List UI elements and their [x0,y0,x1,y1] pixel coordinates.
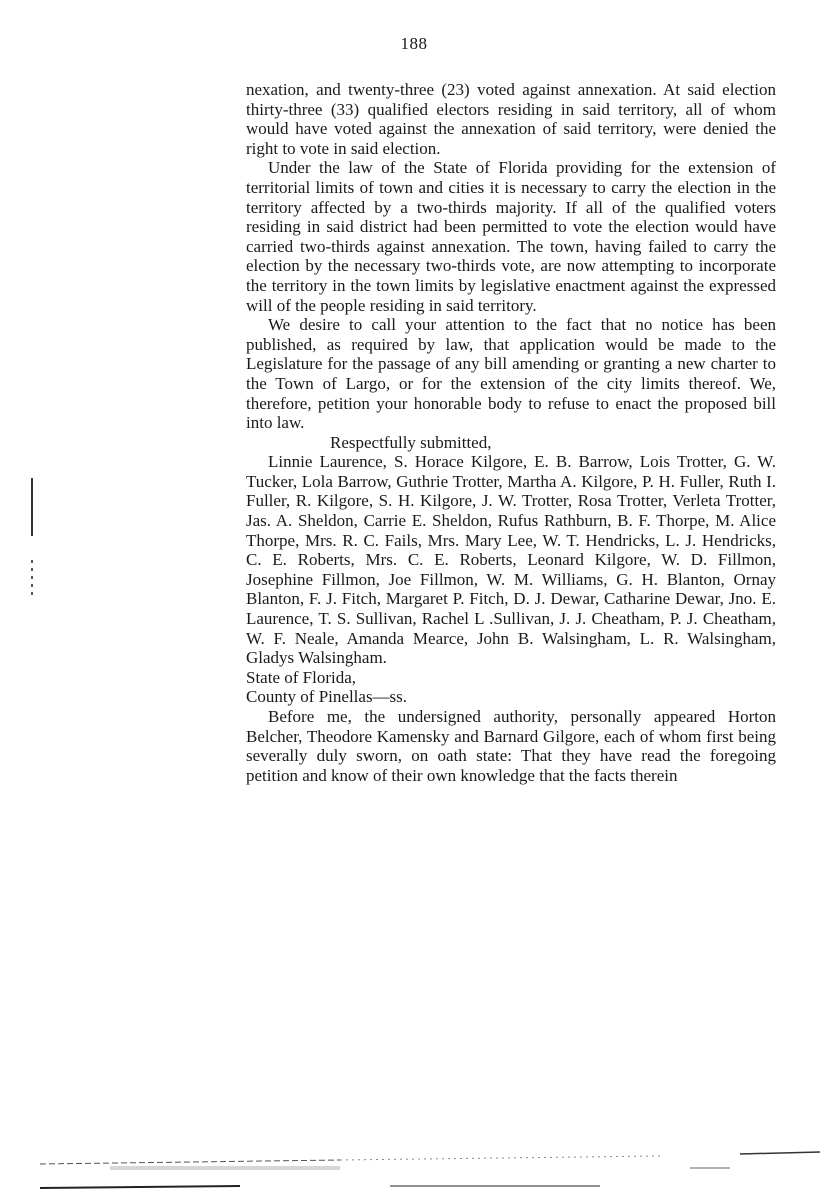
left-margin-dots [31,560,33,600]
affidavit-paragraph: Before me, the undersigned authority, personally appeared Horton Belcher, Theodore Kamensky and Barnard Gilgore, each of whom first being severally duly sworn, on oath state: That they have read the foregoing petition and know of their own knowledge that the facts therein [246,707,776,785]
paragraph-law: Under the law of the State of Florida providing for the extension of territorial limits of town and cities it is necessary to carry the election in the territory affected by a two-thirds majority. If all of the qualified voters residing in said district had been permitted to vote the election would have carried two-thirds against annexation. The town, having failed to carry the election by the necessary two-thirds vote, are now attempting to incorporate the territory in the town limits by legislative enactment against the expressed will of the people residing in said territory. [246,158,776,315]
paragraph-petition: We desire to call your attention to the fact that no notice has been published, as required by law, that application would be made to the Legislature for the passage of any bill amending or granting a new charter to the Town of Largo, or for the extension of the city limits thereof. We, therefore, petition your honorable body to refuse to enact the proposed bill into law. [246,315,776,433]
page-number: 188 [400,34,428,53]
paragraph-continued: nexation, and twenty-three (23) voted against annexation. At said election thirty-three (33) qualified electors residing in said territory, all of whom would have voted against the annexation of said territory, were denied the right to vote in said election. [246,80,776,158]
left-margin-mark [31,478,33,536]
scan-edge-noise [40,1150,820,1190]
venue-state: State of Florida, [246,667,357,687]
document-body [246,80,776,785]
signatory-list: Linnie Laurence, S. Horace Kilgore, E. B. Barrow, Lois Trotter, G. W. Tucker, Lola Barrow, Guthrie Trotter, Martha A. Kilgore, P. H. Fuller, Ruth I. Fuller, R. Kilgore, S. H. Kilgore, J. W. Trotter, Rosa Trotter, Verleta Trotter, Jas. A. Sheldon, Carrie E. Sheldon, Rufus Rathburn, B. F. Thorpe, M. Alice Thorpe, Mrs. R. C. Fails, Mrs. Mary Lee, W. T. Hendricks, L. J. Hendricks, C. E. Roberts, Mrs. C. E. Roberts, Leonard Kilgore, W. D. Fillmon, Josephine Fillmon, Joe Fillmon, W. M. Williams, G. H. Blanton, Ornay Blanton, F. J. Fitch, Margaret P. Fitch, D. J. Dewar, Catharine Dewar, Jno. E. Laurence, T. S. Sullivan, Rachel L .Sullivan, J. J. Cheatham, P. J. Cheatham, W. F. Neale, Amanda Mearce, John B. Walsingham, L. R. Walsingham, Gladys Walsingham. [246,452,776,668]
venue-county: County of Pinellas—ss. [246,687,408,707]
closing-line: Respectfully submitted, [330,432,492,452]
